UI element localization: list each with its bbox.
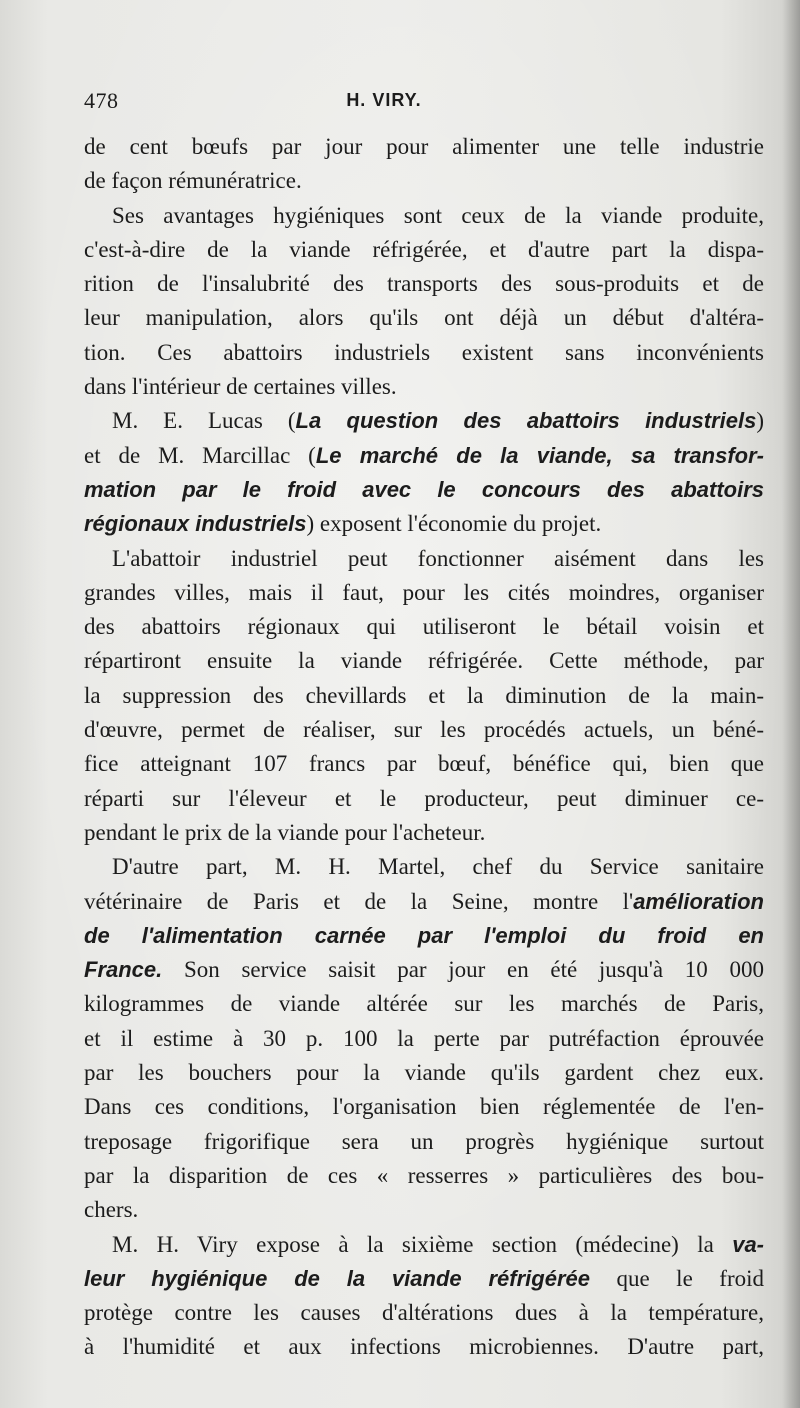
text-line — [84, 1262, 764, 1296]
text-line — [84, 1090, 764, 1124]
line-text: tion. Ces abattoirs industriels existent sans inconvénients — [84, 339, 764, 365]
text-line — [84, 542, 764, 576]
line-text: réparti sur l'éleveur et le producteur, peut diminuer ce- — [84, 785, 764, 811]
text-line — [84, 130, 764, 164]
text-line — [84, 507, 764, 541]
line-text: et il estime à 30 p. 100 la perte par putréfaction éprouvée — [84, 1025, 764, 1051]
line-text: vétérinaire de Paris et de la Seine, montre l' — [84, 888, 634, 914]
running-head: H. VIRY. — [346, 90, 422, 110]
line-text: ) — [756, 408, 764, 434]
text-line — [84, 610, 764, 644]
line-text: L'abattoir industriel peut fonctionner aisément dans les — [112, 545, 764, 571]
line-text: répartiront ensuite la viande réfrigérée. Cette méthode, par — [84, 648, 764, 674]
text-line — [84, 850, 764, 884]
line-text: leur manipulation, alors qu'ils ont déjà un début d'altéra- — [84, 305, 764, 331]
text-line — [84, 370, 764, 404]
line-text: rition de l'insalubrité des transports des sous-produits et de — [84, 271, 764, 297]
emphasized-title-text: mation par le froid avec le concours des abattoirs — [84, 476, 764, 502]
text-line — [84, 679, 764, 713]
text-line — [84, 164, 764, 198]
line-text: que le froid — [589, 1265, 764, 1291]
text-line — [84, 199, 764, 233]
line-text: de cent bœufs par jour pour alimenter une telle industrie — [84, 134, 764, 159]
text-line — [84, 747, 764, 781]
text-line — [84, 1022, 764, 1056]
line-text: Son service saisit par jour en été jusqu'à 10 000 — [162, 957, 764, 983]
line-text: par la disparition de ces « resserres » particulières des bou- — [84, 1162, 764, 1188]
line-text: de façon rémunératrice. — [84, 168, 302, 194]
text-line — [84, 576, 764, 610]
text-line — [84, 1159, 764, 1193]
emphasized-title-text: de l'alimentation carnée par l'emploi du froid en — [84, 922, 764, 948]
line-text: kilogrammes de viande altérée sur les marchés de Paris, — [84, 991, 764, 1017]
text-line — [84, 404, 764, 438]
text-line — [84, 644, 764, 678]
emphasized-title-text: amélioration — [633, 888, 764, 914]
line-text: M. E. Lucas ( — [112, 408, 296, 434]
text-line — [84, 953, 764, 987]
body-text — [84, 130, 764, 1365]
line-text: d'œuvre, permet de réaliser, sur les procédés actuels, un béné- — [84, 717, 764, 743]
line-text: pendant le prix de la viande pour l'acheteur. — [84, 819, 486, 845]
line-text: chers. — [84, 1197, 139, 1223]
text-line — [84, 816, 764, 850]
text-line — [84, 473, 764, 507]
page-edge-shadow — [782, 0, 800, 1408]
text-line — [84, 301, 764, 335]
line-text: grandes villes, mais il faut, pour les cités moindres, organiser — [84, 579, 764, 605]
text-line — [84, 336, 764, 370]
text-line — [84, 713, 764, 747]
text-line — [84, 1296, 764, 1330]
line-text: D'autre part, M. H. Martel, chef du Service sanitaire — [112, 854, 764, 880]
line-text: c'est-à-dire de la viande réfrigérée, et d'autre part la dispa- — [84, 236, 764, 262]
line-text: à l'humidité et aux infections microbiennes. D'autre part, — [84, 1334, 764, 1360]
text-line — [84, 1193, 764, 1227]
page-number: 478 — [84, 88, 119, 113]
line-text: Dans ces conditions, l'organisation bien réglementée de l'en- — [84, 1094, 764, 1120]
line-text: fice atteignant 107 francs par bœuf, bénéfice qui, bien que — [84, 751, 764, 777]
text-line — [84, 233, 764, 267]
line-text: par les bouchers pour la viande qu'ils gardent chez eux. — [84, 1060, 764, 1086]
line-text: et de M. Marcillac ( — [84, 442, 316, 468]
line-text: dans l'intérieur de certaines villes. — [84, 374, 397, 400]
page-header — [84, 88, 764, 118]
line-text: protège contre les causes d'altérations dues à la température, — [84, 1300, 764, 1326]
text-line — [84, 1330, 764, 1364]
emphasized-title-text: régionaux industriels — [84, 511, 307, 537]
line-text: Ses avantages hygiéniques sont ceux de la viande produite, — [112, 202, 764, 228]
line-text: treposage frigorifique sera un progrès hygiénique surtout — [84, 1128, 764, 1154]
line-text: ) exposent l'économie du projet. — [306, 511, 602, 537]
emphasized-title-text: leur hygiénique de la viande réfrigérée — [84, 1265, 590, 1291]
text-line — [84, 782, 764, 816]
text-line — [84, 919, 764, 953]
text-line — [84, 1228, 764, 1262]
emphasized-title-text: La question des abattoirs industriels — [295, 408, 757, 434]
emphasized-title-text: France. — [84, 957, 163, 983]
emphasized-title-text: Le marché de la viande, sa transfor- — [315, 442, 764, 468]
line-text: des abattoirs régionaux qui utiliseront le bétail voisin et — [84, 614, 764, 640]
text-line — [84, 1056, 764, 1090]
text-line — [84, 1125, 764, 1159]
text-line — [84, 267, 764, 301]
line-text: M. H. Viry expose à la sixième section (médecine) la — [112, 1231, 733, 1257]
text-line — [84, 987, 764, 1021]
text-line — [84, 885, 764, 919]
text-line — [84, 439, 764, 473]
line-text: la suppression des chevillards et la diminution de la main- — [84, 682, 764, 708]
emphasized-title-text: va- — [732, 1231, 764, 1257]
